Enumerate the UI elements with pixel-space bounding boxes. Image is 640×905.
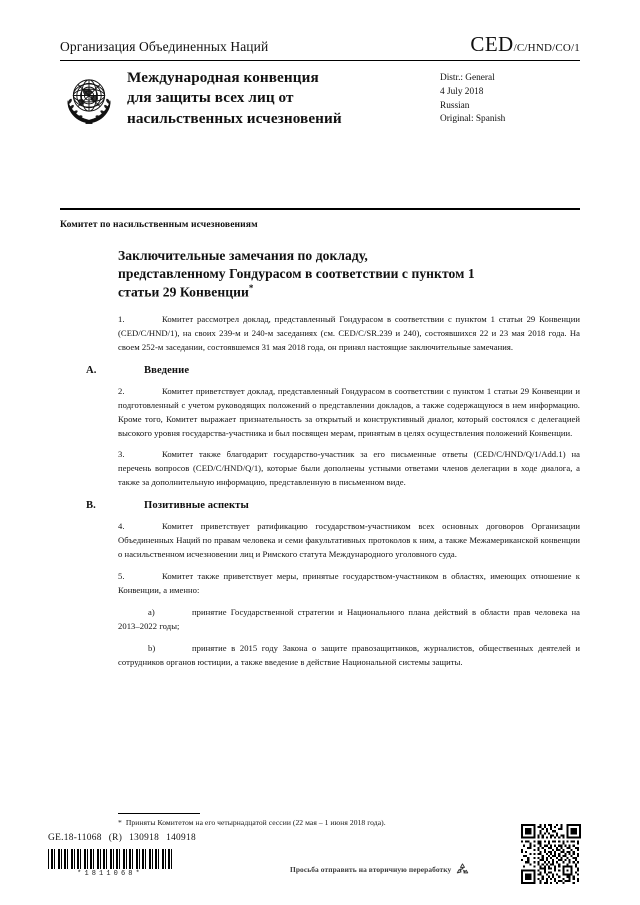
paragraph-text: Комитет приветствует ратификацию государством-участником всех основных договоров Организации Объединенных Наций по правам человека и семи факультативных протоколов к ним, а также Межамериканской конвенции о насильственном исчезновении лиц и Римского статута Международного уголовного суда. bbox=[118, 521, 580, 560]
section-label: Позитивные аспекты bbox=[144, 500, 249, 512]
sub-paragraph-text: принятие Государственной стратегии и Национального плана действий в области прав человека на 2013–2022 годы; bbox=[118, 606, 580, 631]
document-symbol-rest: /C/HND/CO/1 bbox=[513, 42, 580, 54]
convention-title-line1: Международная конвенция bbox=[127, 69, 319, 86]
convention-title-line2: для защиты всех лиц от bbox=[127, 89, 294, 107]
distribution-date: 4 July 2018 bbox=[440, 86, 484, 97]
distribution-language: Russian bbox=[440, 100, 470, 111]
job-number-line bbox=[48, 833, 196, 843]
masthead-divider bbox=[60, 208, 580, 210]
un-emblem-icon bbox=[60, 70, 118, 128]
page-title-line1: Заключительные замечания по докладу, bbox=[118, 248, 368, 263]
section-label: Введение bbox=[144, 364, 190, 376]
paragraph bbox=[60, 520, 580, 562]
sub-paragraph bbox=[60, 642, 580, 670]
sub-paragraph-number: a) bbox=[148, 606, 155, 617]
distribution-type: Distr.: General bbox=[440, 73, 495, 83]
paragraph-number: 1. bbox=[118, 314, 125, 324]
recycle-icon bbox=[455, 862, 470, 877]
sub-paragraph-text: принятие в 2015 году Закона о защите правозащитников, журналистов, общественных деятелей и сотрудников органов юстиции, а также введение в действие Национальной системы защиты. bbox=[118, 642, 580, 667]
paragraph-number: 3. bbox=[118, 449, 125, 460]
recycle-text: Просьба отправить на вторичную переработку bbox=[290, 865, 452, 874]
paragraph bbox=[60, 313, 580, 355]
convention-title-line3: насильственных исчезновений bbox=[127, 109, 342, 127]
title-band bbox=[60, 68, 580, 129]
paragraph-number: 4. bbox=[118, 521, 125, 532]
paragraph-text: Комитет рассмотрел доклад, представленный Гондурасом в соответствии с пунктом 1 статьи 29 Конвенции (CED/C/HND/1), на своих 239-м и 240-м заседаниях (см. CED/C/SR.239 и 240), состоявшихся 22 и 23 мая 2018 года. На своем 252-м заседании, состоявшемся 31 мая 2018 года, он принял настоящие заключительные замечания. bbox=[118, 314, 580, 352]
barcode-text: *1811068* bbox=[77, 870, 143, 878]
page-title-line2: представленному Гондурасом в соответствии с пунктом 1 bbox=[118, 266, 475, 282]
distribution-original: Original: Spanish bbox=[440, 114, 506, 125]
footnote-divider bbox=[118, 813, 200, 814]
sub-paragraph-number: b) bbox=[148, 642, 156, 653]
job-date-1: 130918 bbox=[129, 833, 160, 843]
paragraph bbox=[60, 570, 580, 598]
document-symbol bbox=[470, 34, 580, 55]
page-title-line3: статьи 29 Конвенции bbox=[118, 284, 249, 300]
paragraph bbox=[60, 385, 580, 441]
job-date-2: 140918 bbox=[166, 833, 197, 843]
qr-code bbox=[521, 824, 581, 884]
paragraph bbox=[60, 448, 580, 490]
page-title bbox=[118, 247, 580, 302]
convention-title bbox=[118, 68, 434, 129]
section-letter: B. bbox=[86, 500, 96, 512]
footnote-text: Приняты Комитетом на его четырнадцатой сессии (22 мая – 1 июня 2018 года). bbox=[125, 818, 386, 827]
header-divider bbox=[60, 60, 580, 61]
section-heading-a bbox=[60, 365, 580, 376]
document-symbol-main: CED bbox=[470, 32, 514, 56]
recycle-notice bbox=[290, 862, 470, 877]
footnote bbox=[118, 818, 558, 829]
sub-paragraph bbox=[60, 606, 580, 634]
section-letter: A. bbox=[86, 364, 97, 376]
job-language: (R) bbox=[108, 833, 123, 843]
footnote-marker: * bbox=[118, 818, 122, 827]
barcode-bars bbox=[48, 849, 172, 869]
barcode bbox=[48, 849, 172, 878]
job-number: GE.18-11068 bbox=[48, 833, 102, 843]
committee-name: Комитет по насильственным исчезновениям bbox=[60, 219, 258, 230]
paragraph-text: Комитет также благодарит государство-участник за его письменные ответы (CED/C/HND/Q/1/Add.1) на перечень вопросов (CED/C/HND/Q/1), которые были дополнены устными ответами членов делегации в ходе диалога, а также за дополнительную информацию, представленную в письменном виде. bbox=[118, 449, 580, 488]
paragraph-number: 5. bbox=[118, 570, 125, 581]
title-footnote-marker: * bbox=[248, 283, 254, 294]
section-heading-b bbox=[60, 500, 580, 511]
document-body bbox=[60, 313, 580, 678]
distribution-block bbox=[434, 68, 580, 127]
paragraph-text: Комитет приветствует доклад, представленный Гондурасом в соответствии с пунктом 1 статьи 29 Конвенции и подготовленный с учетом руководящих положений о представлении докладов, а также содержащуюся в нем информацию. Кроме того, Комитет выражает признательность за открытый и конструктивный диалог, который состоялся с делегацией высокого уровня государства-участника и был посвящен мерам, принятым в целях осуществления положений Конвенции. bbox=[118, 385, 580, 438]
paragraph-number: 2. bbox=[118, 385, 125, 396]
masthead bbox=[60, 34, 580, 55]
paragraph-text: Комитет также приветствует меры, принятые государством-участником в областях, имеющих отношение к Конвенции, а именно: bbox=[118, 570, 580, 595]
organization-name: Организация Объединенных Наций bbox=[60, 39, 269, 55]
